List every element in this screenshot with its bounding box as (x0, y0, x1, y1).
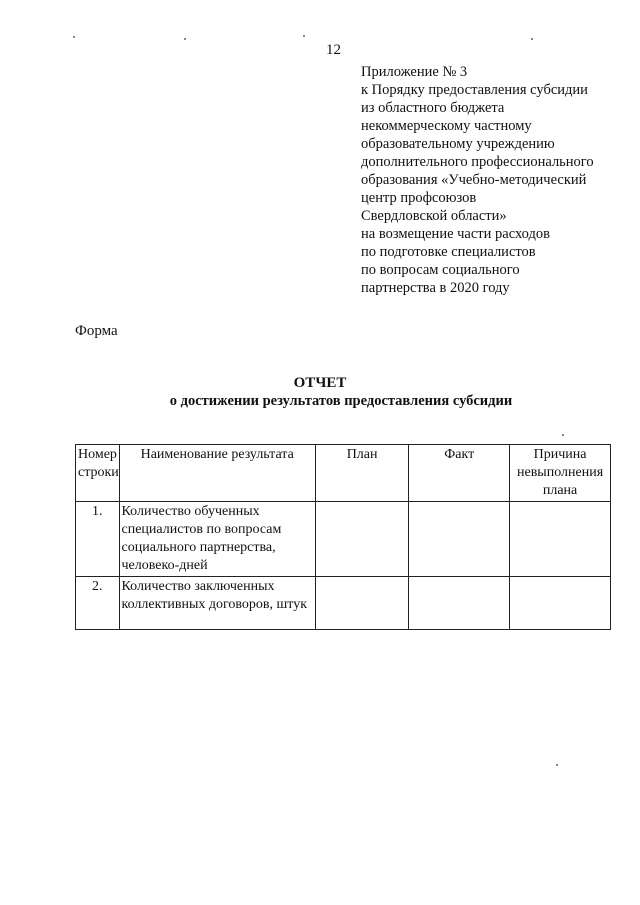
report-subtitle: о достижении результатов предоставления субсидии (169, 393, 513, 409)
scan-speck (531, 38, 533, 40)
appendix-header (361, 63, 594, 297)
appendix-line: образовательному учреждению (361, 136, 555, 152)
page-number: 12 (326, 42, 341, 58)
table-row (76, 502, 611, 577)
appendix-line: по подготовке специалистов (361, 244, 536, 260)
appendix-line: образования «Учебно-методический (361, 172, 587, 188)
row-number: 1. (76, 502, 120, 577)
results-table (75, 444, 611, 630)
scan-speck (562, 434, 564, 436)
form-label: Форма (75, 323, 118, 339)
scan-speck (303, 35, 305, 37)
reason-cell[interactable] (510, 577, 611, 630)
appendix-line: на возмещение части расходов (361, 226, 550, 242)
row-number: 2. (76, 577, 120, 630)
appendix-line: из областного бюджета (361, 100, 505, 116)
plan-cell[interactable] (315, 502, 408, 577)
plan-cell[interactable] (315, 577, 408, 630)
fact-cell[interactable] (409, 502, 510, 577)
appendix-line: к Порядку предоставления субсидии (361, 82, 588, 98)
table-row (76, 577, 611, 630)
header-fact: Факт (409, 445, 510, 502)
scan-speck (73, 36, 75, 38)
appendix-line: некоммерческому частному (361, 118, 532, 134)
appendix-line: Приложение № 3 (361, 64, 468, 80)
scan-speck (556, 764, 558, 766)
result-name: Количество заключенных коллективных договоров, штук (119, 577, 315, 630)
appendix-line: по вопросам социального (361, 262, 520, 278)
fact-cell[interactable] (409, 577, 510, 630)
scan-speck (184, 38, 186, 40)
result-name: Количество обученных специалистов по вопросам социального партнерства, человеко-дней (119, 502, 315, 577)
header-row-number: Номер строки (76, 445, 120, 502)
header-result-name: Наименование результата (119, 445, 315, 502)
table-header-row (76, 445, 611, 502)
header-reason: Причина невыполнения плана (510, 445, 611, 502)
appendix-line: дополнительного профессионального (361, 154, 594, 170)
appendix-line: Свердловской области» (361, 208, 507, 224)
appendix-line: партнерства в 2020 году (361, 280, 510, 296)
reason-cell[interactable] (510, 502, 611, 577)
report-title: ОТЧЕТ (293, 375, 347, 391)
header-plan: План (315, 445, 408, 502)
appendix-line: центр профсоюзов (361, 190, 477, 206)
